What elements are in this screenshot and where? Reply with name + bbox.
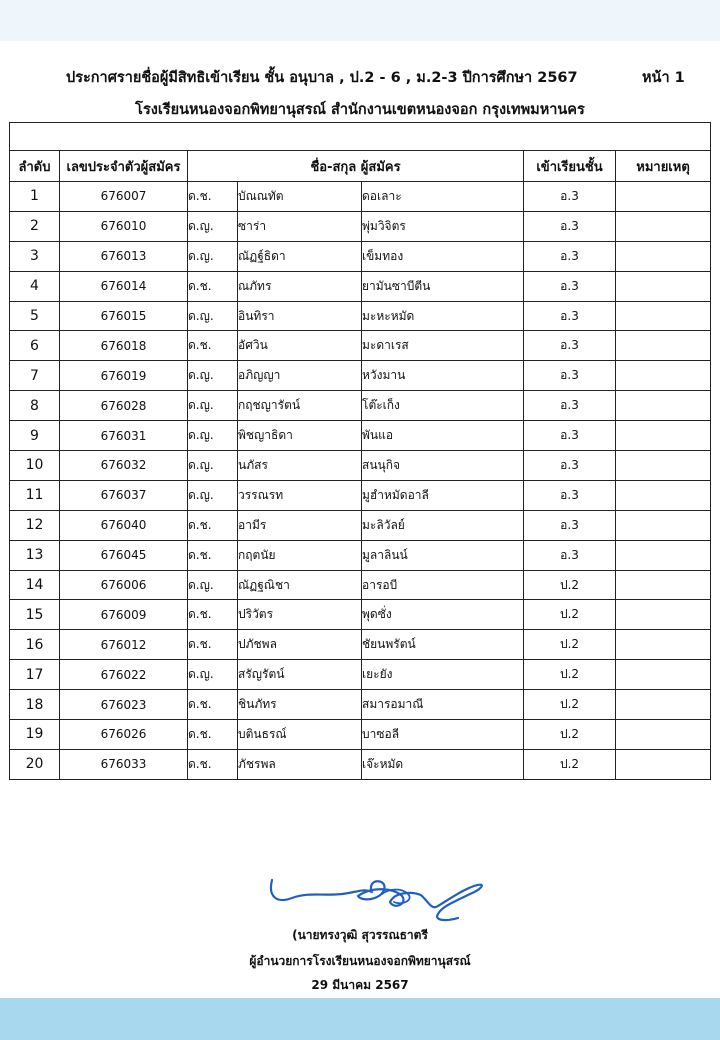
cell-applicant-id: 676007 bbox=[60, 182, 188, 212]
cell-applicant-id: 676012 bbox=[60, 630, 188, 660]
bottom-band bbox=[0, 998, 720, 1040]
table-row bbox=[10, 361, 711, 391]
cell-prefix: ด.ช. bbox=[188, 271, 238, 301]
cell-grade: อ.3 bbox=[524, 301, 616, 331]
cell-grade: อ.3 bbox=[524, 241, 616, 271]
cell-applicant-id: 676040 bbox=[60, 510, 188, 540]
blank-cell bbox=[10, 123, 711, 151]
cell-prefix: ด.ช. bbox=[188, 540, 238, 570]
director-position: ผู้อำนวยการโรงเรียนหนองจอกพิทยานุสรณ์ bbox=[249, 954, 471, 968]
table-row bbox=[10, 301, 711, 331]
table-row bbox=[10, 241, 711, 271]
cell-last-name: มูฮำหมัดอาลี bbox=[362, 480, 524, 510]
cell-note bbox=[616, 211, 711, 241]
cell-prefix: ด.ญ. bbox=[188, 570, 238, 600]
cell-last-name: พุ่มวิจิตร bbox=[362, 211, 524, 241]
col-header-grade: เข้าเรียนชั้น bbox=[524, 151, 616, 182]
cell-note bbox=[616, 182, 711, 212]
cell-grade: อ.3 bbox=[524, 421, 616, 451]
cell-applicant-id: 676009 bbox=[60, 600, 188, 630]
cell-grade: อ.3 bbox=[524, 271, 616, 301]
cell-grade: ป.2 bbox=[524, 570, 616, 600]
cell-first-name: ณัฏฐ์ธิดา bbox=[238, 241, 362, 271]
cell-prefix: ด.ญ. bbox=[188, 480, 238, 510]
table-row bbox=[10, 182, 711, 212]
cell-no: 14 bbox=[10, 570, 60, 600]
cell-applicant-id: 676010 bbox=[60, 211, 188, 241]
cell-applicant-id: 676006 bbox=[60, 570, 188, 600]
cell-prefix: ด.ช. bbox=[188, 749, 238, 779]
cell-no: 1 bbox=[10, 182, 60, 212]
col-header-id: เลขประจำตัวผู้สมัคร bbox=[60, 151, 188, 182]
cell-last-name: สมารอมาณี bbox=[362, 690, 524, 720]
cell-no: 6 bbox=[10, 331, 60, 361]
cell-no: 18 bbox=[10, 690, 60, 720]
cell-applicant-id: 676037 bbox=[60, 480, 188, 510]
cell-no: 19 bbox=[10, 720, 60, 750]
cell-applicant-id: 676015 bbox=[60, 301, 188, 331]
cell-last-name: หวังมาน bbox=[362, 361, 524, 391]
table-row bbox=[10, 391, 711, 421]
cell-first-name: อภิญญา bbox=[238, 361, 362, 391]
cell-last-name: เยะยัง bbox=[362, 660, 524, 690]
cell-note bbox=[616, 331, 711, 361]
cell-note bbox=[616, 540, 711, 570]
cell-note bbox=[616, 480, 711, 510]
cell-prefix: ด.ช. bbox=[188, 331, 238, 361]
cell-first-name: ณภัทร bbox=[238, 271, 362, 301]
director-signature bbox=[262, 866, 492, 926]
table-row bbox=[10, 570, 711, 600]
cell-note bbox=[616, 510, 711, 540]
cell-last-name: พันแอ bbox=[362, 421, 524, 451]
cell-grade: อ.3 bbox=[524, 361, 616, 391]
cell-prefix: ด.ช. bbox=[188, 690, 238, 720]
director-name: (นายทรงวุฒิ สุวรรณธาตรี bbox=[292, 928, 428, 942]
cell-note bbox=[616, 301, 711, 331]
cell-first-name: ซาร่า bbox=[238, 211, 362, 241]
cell-applicant-id: 676026 bbox=[60, 720, 188, 750]
cell-prefix: ด.ญ. bbox=[188, 301, 238, 331]
cell-last-name: ยามันซาบีตีน bbox=[362, 271, 524, 301]
cell-applicant-id: 676023 bbox=[60, 690, 188, 720]
table-header-row bbox=[10, 151, 711, 182]
cell-grade: อ.3 bbox=[524, 331, 616, 361]
cell-grade: ป.2 bbox=[524, 720, 616, 750]
cell-first-name: ณัฏฐณิชา bbox=[238, 570, 362, 600]
cell-last-name: มะดาเรส bbox=[362, 331, 524, 361]
cell-no: 5 bbox=[10, 301, 60, 331]
cell-note bbox=[616, 361, 711, 391]
cell-first-name: ภัชรพล bbox=[238, 749, 362, 779]
document-title: ประกาศรายชื่อผู้มีสิทธิเข้าเรียน ชั้น อนุบาล , ป.2 - 6 , ม.2-3 ปีการศึกษา 2567 bbox=[66, 70, 578, 86]
cell-grade: อ.3 bbox=[524, 451, 616, 481]
cell-note bbox=[616, 749, 711, 779]
cell-applicant-id: 676033 bbox=[60, 749, 188, 779]
cell-no: 7 bbox=[10, 361, 60, 391]
cell-prefix: ด.ญ. bbox=[188, 660, 238, 690]
cell-note bbox=[616, 451, 711, 481]
cell-no: 10 bbox=[10, 451, 60, 481]
cell-prefix: ด.ญ. bbox=[188, 391, 238, 421]
cell-first-name: อามีร bbox=[238, 510, 362, 540]
table-row bbox=[10, 451, 711, 481]
cell-note bbox=[616, 421, 711, 451]
table-row bbox=[10, 720, 711, 750]
cell-note bbox=[616, 660, 711, 690]
cell-no: 2 bbox=[10, 211, 60, 241]
applicant-table bbox=[9, 122, 711, 780]
col-header-note: หมายเหตุ bbox=[616, 151, 711, 182]
page-number: หน้า 1 bbox=[642, 70, 685, 86]
cell-last-name: พุดซั่ง bbox=[362, 600, 524, 630]
cell-prefix: ด.ญ. bbox=[188, 241, 238, 271]
table-row bbox=[10, 211, 711, 241]
cell-grade: ป.2 bbox=[524, 630, 616, 660]
cell-prefix: ด.ญ. bbox=[188, 361, 238, 391]
cell-applicant-id: 676045 bbox=[60, 540, 188, 570]
cell-grade: ป.2 bbox=[524, 660, 616, 690]
cell-note bbox=[616, 720, 711, 750]
cell-first-name: กฤตนัย bbox=[238, 540, 362, 570]
cell-prefix: ด.ญ. bbox=[188, 451, 238, 481]
cell-last-name: สนนุกิจ bbox=[362, 451, 524, 481]
table-row bbox=[10, 690, 711, 720]
cell-first-name: วรรณรท bbox=[238, 480, 362, 510]
cell-last-name: ดอเลาะ bbox=[362, 182, 524, 212]
cell-first-name: บตินธรณ์ bbox=[238, 720, 362, 750]
cell-first-name: กฤชญารัตน์ bbox=[238, 391, 362, 421]
cell-no: 17 bbox=[10, 660, 60, 690]
table-row bbox=[10, 630, 711, 660]
cell-first-name: อัศวิน bbox=[238, 331, 362, 361]
cell-no: 4 bbox=[10, 271, 60, 301]
cell-note bbox=[616, 690, 711, 720]
cell-prefix: ด.ช. bbox=[188, 720, 238, 750]
cell-grade: ป.2 bbox=[524, 600, 616, 630]
cell-grade: อ.3 bbox=[524, 182, 616, 212]
cell-no: 3 bbox=[10, 241, 60, 271]
cell-first-name: สรัญรัตน์ bbox=[238, 660, 362, 690]
cell-no: 9 bbox=[10, 421, 60, 451]
cell-grade: อ.3 bbox=[524, 211, 616, 241]
cell-last-name: โต๊ะเก็ง bbox=[362, 391, 524, 421]
cell-last-name: เจ๊ะหมัด bbox=[362, 749, 524, 779]
table-row bbox=[10, 271, 711, 301]
cell-applicant-id: 676032 bbox=[60, 451, 188, 481]
cell-last-name: มะหะหมัด bbox=[362, 301, 524, 331]
cell-note bbox=[616, 570, 711, 600]
table-blank-row bbox=[10, 123, 711, 151]
cell-no: 15 bbox=[10, 600, 60, 630]
document-header bbox=[0, 66, 720, 90]
table-row bbox=[10, 510, 711, 540]
cell-prefix: ด.ช. bbox=[188, 182, 238, 212]
cell-last-name: ชัยนพรัตน์ bbox=[362, 630, 524, 660]
cell-prefix: ด.ช. bbox=[188, 630, 238, 660]
cell-grade: อ.3 bbox=[524, 480, 616, 510]
cell-first-name: ปริวัตร bbox=[238, 600, 362, 630]
cell-grade: อ.3 bbox=[524, 391, 616, 421]
document-subtitle: โรงเรียนหนองจอกพิทยานุสรณ์ สำนักงานเขตหนองจอก กรุงเทพมหานคร bbox=[135, 102, 585, 118]
cell-no: 8 bbox=[10, 391, 60, 421]
cell-applicant-id: 676018 bbox=[60, 331, 188, 361]
cell-prefix: ด.ญ. bbox=[188, 421, 238, 451]
cell-last-name: มะลิวัลย์ bbox=[362, 510, 524, 540]
cell-note bbox=[616, 241, 711, 271]
cell-grade: อ.3 bbox=[524, 540, 616, 570]
table-row bbox=[10, 480, 711, 510]
cell-note bbox=[616, 600, 711, 630]
cell-no: 13 bbox=[10, 540, 60, 570]
cell-first-name: ปภัชพล bbox=[238, 630, 362, 660]
cell-applicant-id: 676014 bbox=[60, 271, 188, 301]
cell-grade: ป.2 bbox=[524, 749, 616, 779]
cell-last-name: เข็มทอง bbox=[362, 241, 524, 271]
table-row bbox=[10, 540, 711, 570]
col-header-name: ชื่อ-สกุล ผู้สมัคร bbox=[188, 151, 524, 182]
table-row bbox=[10, 660, 711, 690]
table-row bbox=[10, 749, 711, 779]
cell-first-name: ชินภัทร bbox=[238, 690, 362, 720]
cell-applicant-id: 676022 bbox=[60, 660, 188, 690]
cell-applicant-id: 676028 bbox=[60, 391, 188, 421]
cell-prefix: ด.ช. bbox=[188, 510, 238, 540]
cell-prefix: ด.ช. bbox=[188, 600, 238, 630]
cell-applicant-id: 676031 bbox=[60, 421, 188, 451]
announcement-date: 29 มีนาคม 2567 bbox=[311, 978, 409, 992]
cell-no: 16 bbox=[10, 630, 60, 660]
cell-last-name: มูลาลินน์ bbox=[362, 540, 524, 570]
cell-grade: ป.2 bbox=[524, 690, 616, 720]
cell-prefix: ด.ญ. bbox=[188, 211, 238, 241]
cell-first-name: อินทิรา bbox=[238, 301, 362, 331]
top-band bbox=[0, 0, 720, 41]
cell-applicant-id: 676013 bbox=[60, 241, 188, 271]
table-row bbox=[10, 421, 711, 451]
cell-note bbox=[616, 271, 711, 301]
cell-applicant-id: 676019 bbox=[60, 361, 188, 391]
cell-no: 11 bbox=[10, 480, 60, 510]
table-row bbox=[10, 331, 711, 361]
cell-note bbox=[616, 630, 711, 660]
cell-last-name: อารอบี bbox=[362, 570, 524, 600]
cell-no: 12 bbox=[10, 510, 60, 540]
col-header-no: ลำดับ bbox=[10, 151, 60, 182]
cell-grade: อ.3 bbox=[524, 510, 616, 540]
cell-first-name: พิชญาธิดา bbox=[238, 421, 362, 451]
cell-note bbox=[616, 391, 711, 421]
cell-no: 20 bbox=[10, 749, 60, 779]
cell-first-name: บัณณทัต bbox=[238, 182, 362, 212]
table-row bbox=[10, 600, 711, 630]
cell-first-name: นภัสร bbox=[238, 451, 362, 481]
cell-last-name: บาซอลี bbox=[362, 720, 524, 750]
